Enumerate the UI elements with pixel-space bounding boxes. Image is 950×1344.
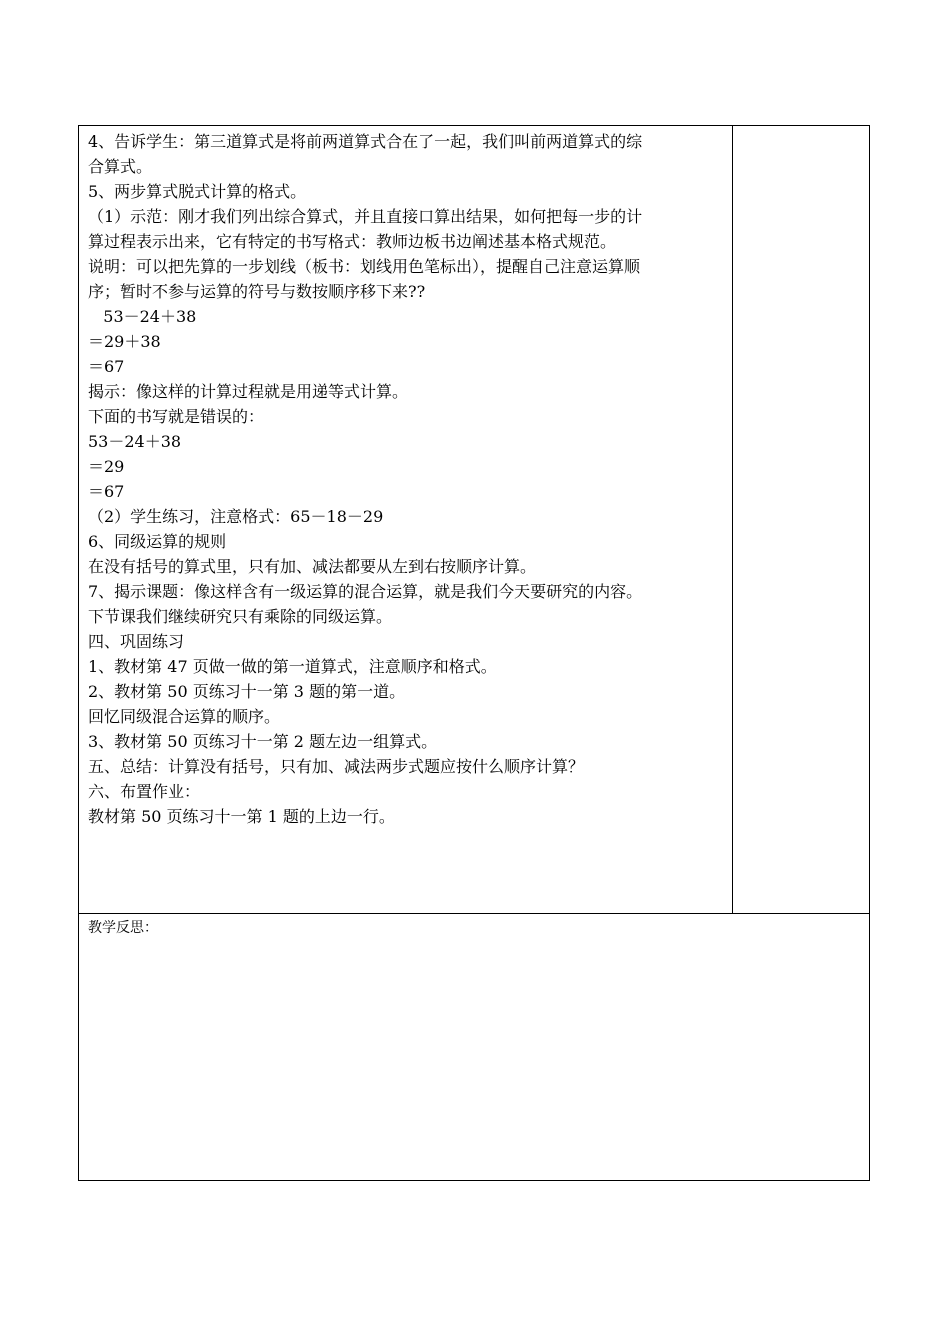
lesson-line: 下面的书写就是错误的： (88, 407, 265, 426)
lesson-line: 7、揭示课题：像这样含有一级运算的混合运算，就是我们今天要研究的内容。 (88, 582, 643, 601)
lesson-line: 下节课我们继续研究只有乘除的同级运算。 (88, 607, 393, 626)
lesson-content-cell (79, 126, 733, 913)
lesson-line: 合算式。 (88, 157, 153, 176)
equation-line: 53－24＋38 (88, 307, 197, 326)
equation-line: ＝67 (88, 357, 125, 376)
lesson-line: 5、两步算式脱式计算的格式。 (88, 182, 307, 201)
homework-line: 教材第 50 页练习十一第 1 题的上边一行。 (88, 807, 395, 826)
notes-cell (733, 126, 869, 913)
equation-line: ＝29＋38 (88, 332, 161, 351)
exercise-item: 1、教材第 47 页做一做的第一道算式，注意顺序和格式。 (88, 657, 497, 676)
lesson-line: 揭示：像这样的计算过程就是用递等式计算。 (88, 382, 409, 401)
lesson-row (79, 126, 869, 914)
lesson-plan-table (78, 125, 870, 1181)
lesson-line: 4、告诉学生：第三道算式是将前两道算式合在了一起，我们叫前两道算式的综 (88, 132, 643, 151)
reflection-cell (79, 914, 869, 1180)
lesson-line: 说明：可以把先算的一步划线（板书：划线用色笔标出），提醒自己注意运算顺 (88, 257, 641, 276)
section-heading: 6、同级运算的规则 (88, 532, 227, 551)
lesson-line: 序；暂时不参与运算的符号与数按顺序移下来?? (88, 282, 426, 301)
lesson-line: 在没有括号的算式里，只有加、减法都要从左到右按顺序计算。 (88, 557, 537, 576)
lesson-line: 回忆同级混合运算的顺序。 (88, 707, 281, 726)
equation-line: ＝29 (88, 457, 125, 476)
exercise-item: 3、教材第 50 页练习十一第 2 题左边一组算式。 (88, 732, 438, 751)
equation-line: ＝67 (88, 482, 125, 501)
lesson-line: （2）学生练习，注意格式：65－18－29 (88, 507, 384, 526)
lesson-line: （1）示范：刚才我们列出综合算式，并且直接口算出结果，如何把每一步的计 (88, 207, 643, 226)
section-heading: 四、巩固练习 (88, 632, 185, 651)
reflection-label: 教学反思： (88, 920, 158, 936)
section-heading: 五、总结：计算没有括号，只有加、减法两步式题应按什么顺序计算？ (88, 757, 585, 776)
exercise-item: 2、教材第 50 页练习十一第 3 题的第一道。 (88, 682, 406, 701)
lesson-line: 算过程表示出来，它有特定的书写格式：教师边板书边阐述基本格式规范。 (88, 232, 617, 251)
equation-line: 53－24＋38 (88, 432, 182, 451)
section-heading: 六、布置作业： (88, 782, 201, 801)
